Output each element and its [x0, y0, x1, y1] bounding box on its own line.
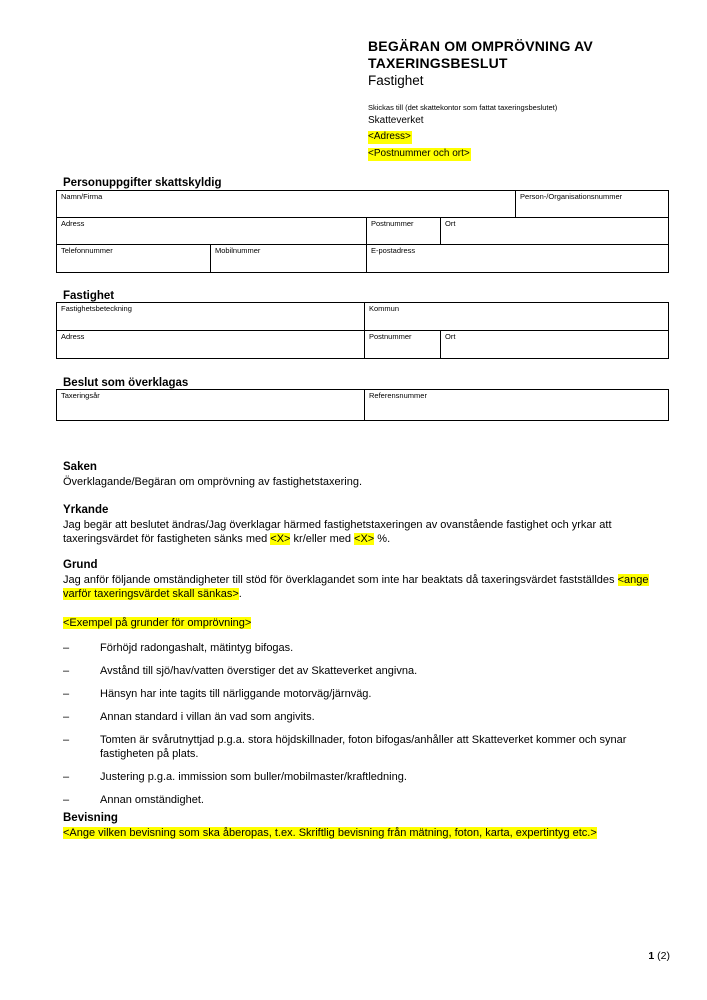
field-property-adress[interactable] [57, 331, 365, 359]
yrkande-body [63, 518, 661, 546]
field-property-postnummer[interactable] [365, 331, 441, 359]
dash-marker: – [63, 665, 70, 677]
field-mobilnummer[interactable] [211, 245, 367, 273]
yrkande-heading: Yrkande [63, 504, 109, 516]
label-postnummer: Postnummer [371, 219, 414, 228]
page-footer [648, 950, 670, 962]
label-person-orgnummer: Person-/Organisationsnummer [520, 192, 623, 201]
saken-section [63, 460, 661, 489]
property-section-heading: Fastighet [63, 290, 115, 302]
document-title-line1: BEGÄRAN OM OMPRÖVNING AV [368, 38, 593, 54]
list-item-text: Annan omständighet. [100, 794, 204, 806]
list-item [63, 641, 661, 655]
label-kommun: Kommun [369, 304, 400, 313]
field-kommun[interactable] [365, 303, 669, 331]
document-title-line2: TAXERINGSBESLUT [368, 55, 508, 71]
dash-marker: – [63, 711, 70, 723]
dash-marker: – [63, 771, 70, 783]
send-to-note: Skickas till (det skattekontor som fattat taxeringsbeslutet) [368, 103, 558, 112]
bevisning-body [63, 826, 661, 840]
label-epostadress: E-postadress [371, 246, 416, 255]
label-ort: Ort [445, 219, 456, 228]
list-item [63, 793, 661, 807]
grund-body [63, 573, 661, 601]
field-telefonnummer[interactable] [57, 245, 211, 273]
document-subtitle: Fastighet [368, 73, 424, 88]
list-item [63, 770, 661, 784]
examples-placeholder[interactable]: <Exempel på grunder för omprövning> [63, 617, 252, 629]
evidence-placeholder[interactable]: <Ange vilken bevisning som ska åberopas, t.ex. Skriftlig bevisning från mätning, foton, karta, expertintyg etc.> [63, 827, 597, 839]
yrkande-text-middle: kr/eller med [290, 533, 355, 545]
amount-placeholder[interactable]: <X> [270, 533, 291, 545]
label-mobilnummer: Mobilnummer [215, 246, 261, 255]
recipient-address-line [368, 128, 683, 144]
list-item-text: Hänsyn har inte tagits till närliggande motorväg/järnväg. [100, 688, 372, 700]
grund-heading: Grund [63, 559, 98, 571]
list-item-text: Förhöjd radongashalt, mätintyg bifogas. [100, 642, 294, 654]
list-item [63, 687, 661, 701]
grund-text-start: Jag anför följande omständigheter till stöd för överklagandet som inte har beaktats då taxeringsvärdet fastställdes [63, 574, 618, 586]
list-item [63, 664, 661, 678]
bevisning-heading: Bevisning [63, 812, 118, 824]
saken-body: Överklagande/Begäran om omprövning av fastighetstaxering. [63, 476, 363, 488]
list-item-text: Avstånd till sjö/hav/vatten överstiger det av Skatteverket angivna. [100, 665, 418, 677]
grund-section [63, 558, 661, 816]
list-item-text: Annan standard i villan än vad som angivits. [100, 711, 315, 723]
field-adress[interactable] [57, 218, 367, 245]
dash-marker: – [63, 688, 70, 700]
label-telefonnummer: Telefonnummer [61, 246, 113, 255]
field-fastighetsbeteckning[interactable] [57, 303, 365, 331]
label-referensnummer: Referensnummer [369, 391, 427, 400]
list-item-text: Tomten är svårutnyttjad p.g.a. stora höjdskillnader, foton bifogas/anhåller att Skatteverket kommer och synar fastigheten på plats. [100, 734, 627, 760]
recipient-name: Skatteverket [368, 115, 424, 126]
label-property-postnummer: Postnummer [369, 332, 412, 341]
label-fastighetsbeteckning: Fastighetsbeteckning [61, 304, 132, 313]
yrkande-section [63, 503, 661, 546]
dash-marker: – [63, 734, 70, 746]
personal-info-table [56, 190, 669, 273]
page-number: 1 [648, 950, 655, 962]
field-referensnummer[interactable] [365, 390, 669, 421]
label-taxeringsar: Taxeringsår [61, 391, 100, 400]
list-item-text: Justering p.g.a. immission som buller/mobilmaster/kraftledning. [100, 771, 407, 783]
field-property-ort[interactable] [441, 331, 669, 359]
document-header [368, 38, 683, 161]
address-placeholder[interactable]: <Adress> [368, 131, 411, 142]
field-epostadress[interactable] [367, 245, 669, 273]
yrkande-text-end: %. [374, 533, 391, 545]
field-ort[interactable] [441, 218, 669, 245]
percent-placeholder[interactable]: <X> [354, 533, 375, 545]
field-postnummer[interactable] [367, 218, 441, 245]
property-table [56, 302, 669, 359]
bevisning-section [63, 811, 661, 840]
dash-marker: – [63, 794, 70, 806]
yrkande-text-start: Jag begär att beslutet ändras/Jag överklagar härmed fastighetstaxeringen av ovanstående fastighet och yrkar att taxeringsvärdet för fastigheten sänks med [63, 519, 612, 545]
label-namn-firma: Namn/Firma [61, 192, 103, 201]
list-item [63, 733, 661, 761]
personal-section-heading: Personuppgifter skattskyldig [63, 177, 222, 189]
label-property-adress: Adress [61, 332, 85, 341]
dash-marker: – [63, 642, 70, 654]
decision-table [56, 389, 669, 421]
label-adress: Adress [61, 219, 85, 228]
list-item [63, 710, 661, 724]
grounds-list [63, 641, 661, 807]
grund-text-end: . [238, 588, 242, 600]
examples-heading-line [63, 616, 661, 630]
recipient-postal-line [368, 145, 683, 161]
decision-section-heading: Beslut som överklagas [63, 377, 189, 389]
saken-heading: Saken [63, 461, 97, 473]
label-property-ort: Ort [445, 332, 456, 341]
field-namn-firma[interactable] [57, 191, 516, 218]
reason-placeholder[interactable]: <ange varför taxeringsvärdet skall sänkas> [63, 574, 649, 600]
postal-placeholder[interactable]: <Postnummer och ort> [368, 148, 470, 159]
field-person-orgnummer[interactable] [516, 191, 669, 218]
field-taxeringsar[interactable] [57, 390, 365, 421]
page-total: (2) [657, 950, 670, 962]
